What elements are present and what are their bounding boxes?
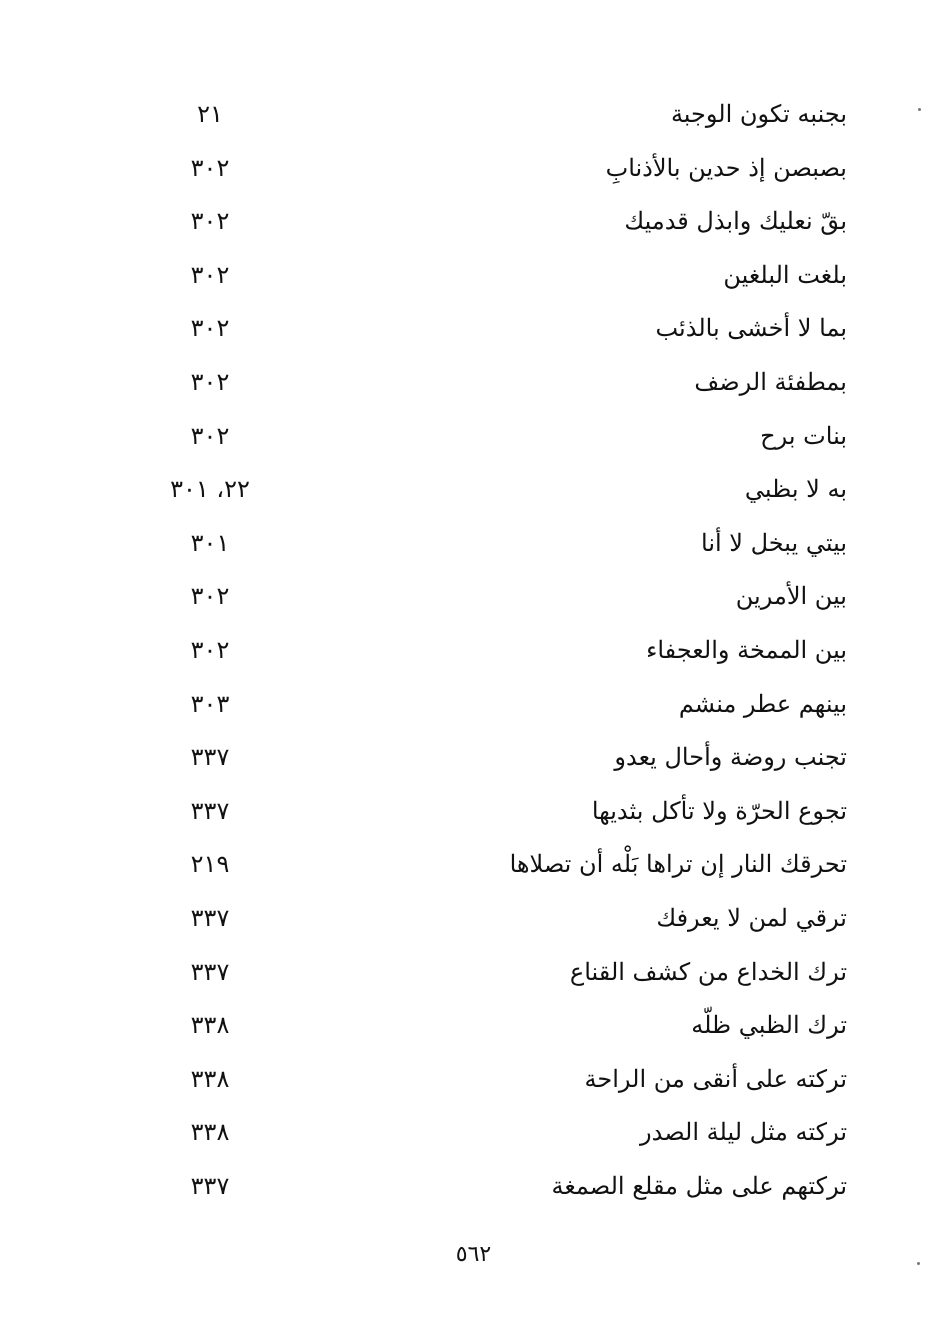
entry-page-refs: ٣٣٨ [190, 1064, 230, 1093]
index-entry [0, 733, 947, 787]
entry-page-refs: ٣٠٢ [190, 421, 230, 450]
entry-phrase: بين الأمرين [735, 582, 847, 611]
index-entry [0, 840, 947, 894]
entry-phrase: بما لا أخشى بالذئب [655, 314, 847, 343]
entry-page-refs: ٣٣٧ [190, 1171, 230, 1200]
entry-phrase: تركته مثل ليلة الصدر [640, 1118, 847, 1147]
entry-page-refs: ٣٠٢ [190, 260, 230, 289]
entry-page-refs: ٣٠٢ [190, 635, 230, 664]
index-entry [0, 572, 947, 626]
entry-page-refs: ٣٣٧ [190, 743, 230, 772]
entry-page-refs: ٣٣٨ [190, 1118, 230, 1147]
index-entry [0, 1001, 947, 1055]
entry-page-refs: ٣٣٧ [190, 796, 230, 825]
page-number: ٥٦٢ [455, 1242, 492, 1267]
entry-phrase: تجنب روضة وأحال يعدو [614, 743, 847, 772]
entry-phrase: ترك الظبي ظلّه [691, 1011, 847, 1040]
entry-page-refs: ٢٢، ٣٠١ [170, 475, 250, 504]
entry-page-refs: ٣٠١ [190, 528, 230, 557]
entry-phrase: تركته على أنقى من الراحة [584, 1064, 847, 1093]
index-entry [0, 251, 947, 305]
entry-phrase: بمطفئة الرضف [694, 367, 847, 396]
entry-page-refs: ٣٠٢ [190, 207, 230, 236]
entry-phrase: تجوع الحرّة ولا تأكل بثديها [591, 796, 847, 825]
index-entry [0, 1055, 947, 1109]
entry-phrase: ترك الخداع من كشف القناع [569, 957, 847, 986]
entry-page-refs: ٢١ [197, 100, 223, 128]
index-entry [0, 358, 947, 412]
entry-page-refs: ٢١٩ [190, 850, 230, 879]
index-entry [0, 412, 947, 466]
entry-phrase: بلغت البلغين [723, 260, 847, 289]
entry-page-refs: ٣٠٢ [190, 314, 230, 343]
index-entry [0, 680, 947, 734]
index-entry [0, 894, 947, 948]
index-entry [0, 1162, 947, 1216]
entry-page-refs: ٣٣٧ [190, 903, 230, 932]
entry-phrase: بقّ نعليك وابذل قدميك [624, 207, 847, 236]
index-entry [0, 519, 947, 573]
entry-phrase: تركتهم على مثل مقلع الصمغة [551, 1171, 847, 1200]
index-entry [0, 144, 947, 198]
entry-page-refs: ٣٠٢ [190, 367, 230, 396]
index-entry [0, 948, 947, 1002]
entry-phrase: بجنبه تكون الوجبة [670, 100, 847, 128]
entry-phrase: بينهم عطر منشم [678, 689, 847, 718]
entry-page-refs: ٣٠٣ [190, 689, 230, 718]
entry-page-refs: ٣٣٨ [190, 1011, 230, 1040]
entry-phrase: ترقي لمن لا يعرفك [656, 903, 847, 932]
index-entry [0, 197, 947, 251]
index-entry [0, 626, 947, 680]
entry-phrase: بين الممخة والعجفاء [646, 635, 847, 664]
entry-page-refs: ٣٠٢ [190, 582, 230, 611]
index-entry [0, 90, 947, 144]
entry-page-refs: ٣٣٧ [190, 957, 230, 986]
entry-phrase: بصبصن إذ حدين بالأذنابِ [605, 153, 847, 182]
index-entry [0, 465, 947, 519]
entry-phrase: بنات برح [760, 421, 847, 450]
index-entry [0, 304, 947, 358]
proverb-index-list [0, 90, 947, 1215]
entry-phrase: به لا بظبي [744, 475, 847, 504]
entry-phrase: بيتي يبخل لا أنا [701, 528, 847, 557]
entry-phrase: تحرقك النار إن تراها بَلْه أن تصلاها [509, 850, 847, 879]
entry-page-refs: ٣٠٢ [190, 153, 230, 182]
index-entry [0, 1108, 947, 1162]
index-entry [0, 787, 947, 841]
